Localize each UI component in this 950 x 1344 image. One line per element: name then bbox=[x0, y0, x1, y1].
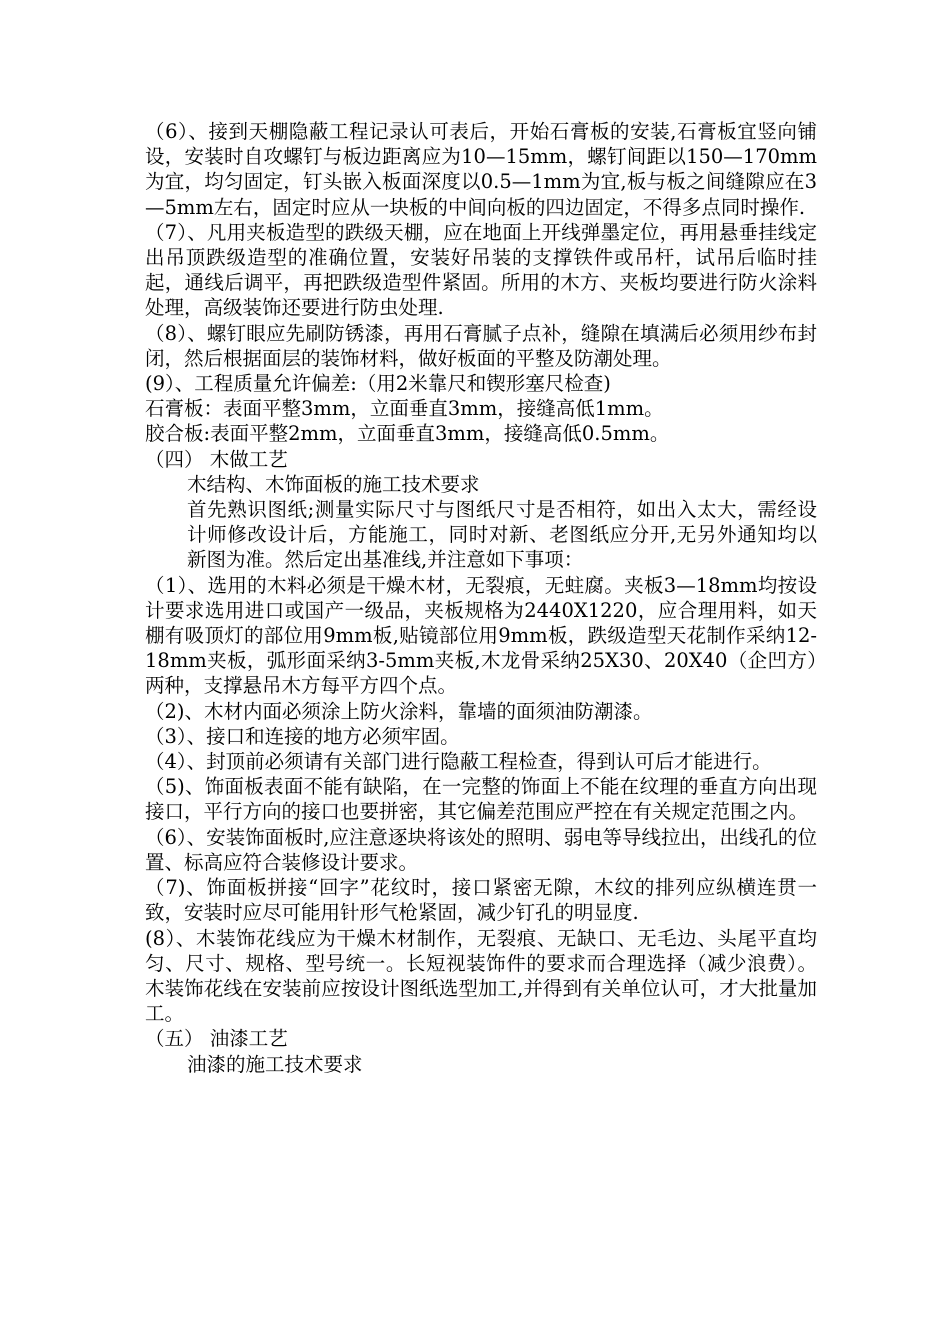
paragraph-gypsum-install: （6）、接到天棚隐蔽工程记录认可表后，开始石膏板的安装,石膏板宜竖向铺设，安装时自攻螺钉与板边距离应为10—15mm，螺钉间距以150—170mm为宜，均匀固定，钉头嵌入板面深度以0.5—1mm为宜,板与板之间缝隙应在3—5mm左右，固定时应从一块板的中间向板的四边固定，不得多点同时操作. bbox=[145, 120, 817, 219]
paragraph-concealed-inspection: （4）、封顶前必须请有关部门进行隐蔽工程检查，得到认可后才能进行。 bbox=[145, 750, 772, 774]
paragraph-veneer-pattern: （7)、饰面板拼接“回字”花纹时，接口紧密无隙，木纹的排列应纵横连贯一致，安装时应尽可能用针形气枪紧固，减少钉孔的明显度. bbox=[145, 876, 817, 925]
paragraph-wood-materials: （1）、选用的木料必须是干燥木材，无裂痕，无蛀腐。夹板3—18mm均按设计要求选用进口或国产一级品，夹板规格为2440X1220，应合理用料，如天棚有吸顶灯的部位用9mm板,贴镜部位用9mm板，跌级造型天花制作采纳12-18mm夹板，弧形面采纳3-5mm夹板,木龙骨采纳25X30、20X40（企凹方）两种，支撑悬吊木方每平方四个点。 bbox=[145, 573, 817, 698]
paragraph-veneer-install: （6）、安装饰面板时,应注意逐块将该处的照明、弱电等导线拉出，出线孔的位置、标高应符合装修设计要求。 bbox=[145, 825, 817, 874]
paragraph-gypsum-tolerance: 石膏板：表面平整3mm，立面垂直3mm，接缝高低1mm。 bbox=[145, 397, 664, 421]
subheading-wood-requirements: 木结构、木饰面板的施工技术要求 bbox=[187, 472, 480, 496]
paragraph-drawings-intro: 首先熟识图纸;测量实际尺寸与图纸尺寸是否相符，如出入太大，需经设计师修改设计后，方能施工，同时对新、老图纸应分开,无另外通知均以新图为准。然后定出基准线,并注意如下事项： bbox=[187, 498, 817, 572]
paragraph-joints-secure: （3）、接口和连接的地方必须牢固。 bbox=[145, 724, 460, 748]
paragraph-fireproof-coating: （2)、木材内面必须涂上防火涂料，靠墙的面须油防潮漆。 bbox=[145, 699, 653, 723]
paragraph-plywood-ceiling: （7）、凡用夹板造型的跌级天棚，应在地面上开线弹墨定位，再用悬垂挂线定出吊顶跌级造型的准确位置，安装好吊装的支撑铁件或吊杆，试吊后临时挂起，通线后调平，再把跌级造型件紧固。所用的木方、夹板均要进行防火涂料处理，高级装饰还要进行防虫处理. bbox=[145, 220, 817, 320]
paragraph-decorative-molding: (8）、木装饰花线应为干燥木材制作，无裂痕、无缺口、无毛边、头尾平直均匀、尺寸、规格、型号统一。长短视装饰件的要求而合理选择（减少浪费）。木装饰花线在安装前应按设计图纸选型加工,并得到有关单位认可，才大批量加工。 bbox=[145, 926, 817, 1026]
section-heading-painting: （五） 油漆工艺 bbox=[145, 1027, 288, 1051]
paragraph-plywood-tolerance: 胶合板:表面平整2mm，立面垂直3mm，接缝高低0.5mm。 bbox=[145, 422, 670, 446]
paragraph-screw-holes: （8）、螺钉眼应先刷防锈漆，再用石膏腻子点补，缝隙在填满后必须用纱布封闭，然后根据面层的装饰材料，做好板面的平整及防潮处理。 bbox=[145, 321, 817, 370]
document-body bbox=[145, 119, 817, 1077]
paragraph-quality-tolerance: (9）、工程质量允许偏差:（用2米靠尺和锲形塞尺检查) bbox=[145, 372, 611, 396]
section-heading-woodwork: （四） 木做工艺 bbox=[145, 447, 288, 471]
subheading-painting-requirements: 油漆的施工技术要求 bbox=[187, 1052, 363, 1076]
paragraph-veneer-defects: （5)、饰面板表面不能有缺陷，在一完整的饰面上不能在纹理的垂直方向出现接口，平行方向的接口也要拼密，其它偏差范围应严控在有关规定范围之内。 bbox=[145, 775, 817, 824]
